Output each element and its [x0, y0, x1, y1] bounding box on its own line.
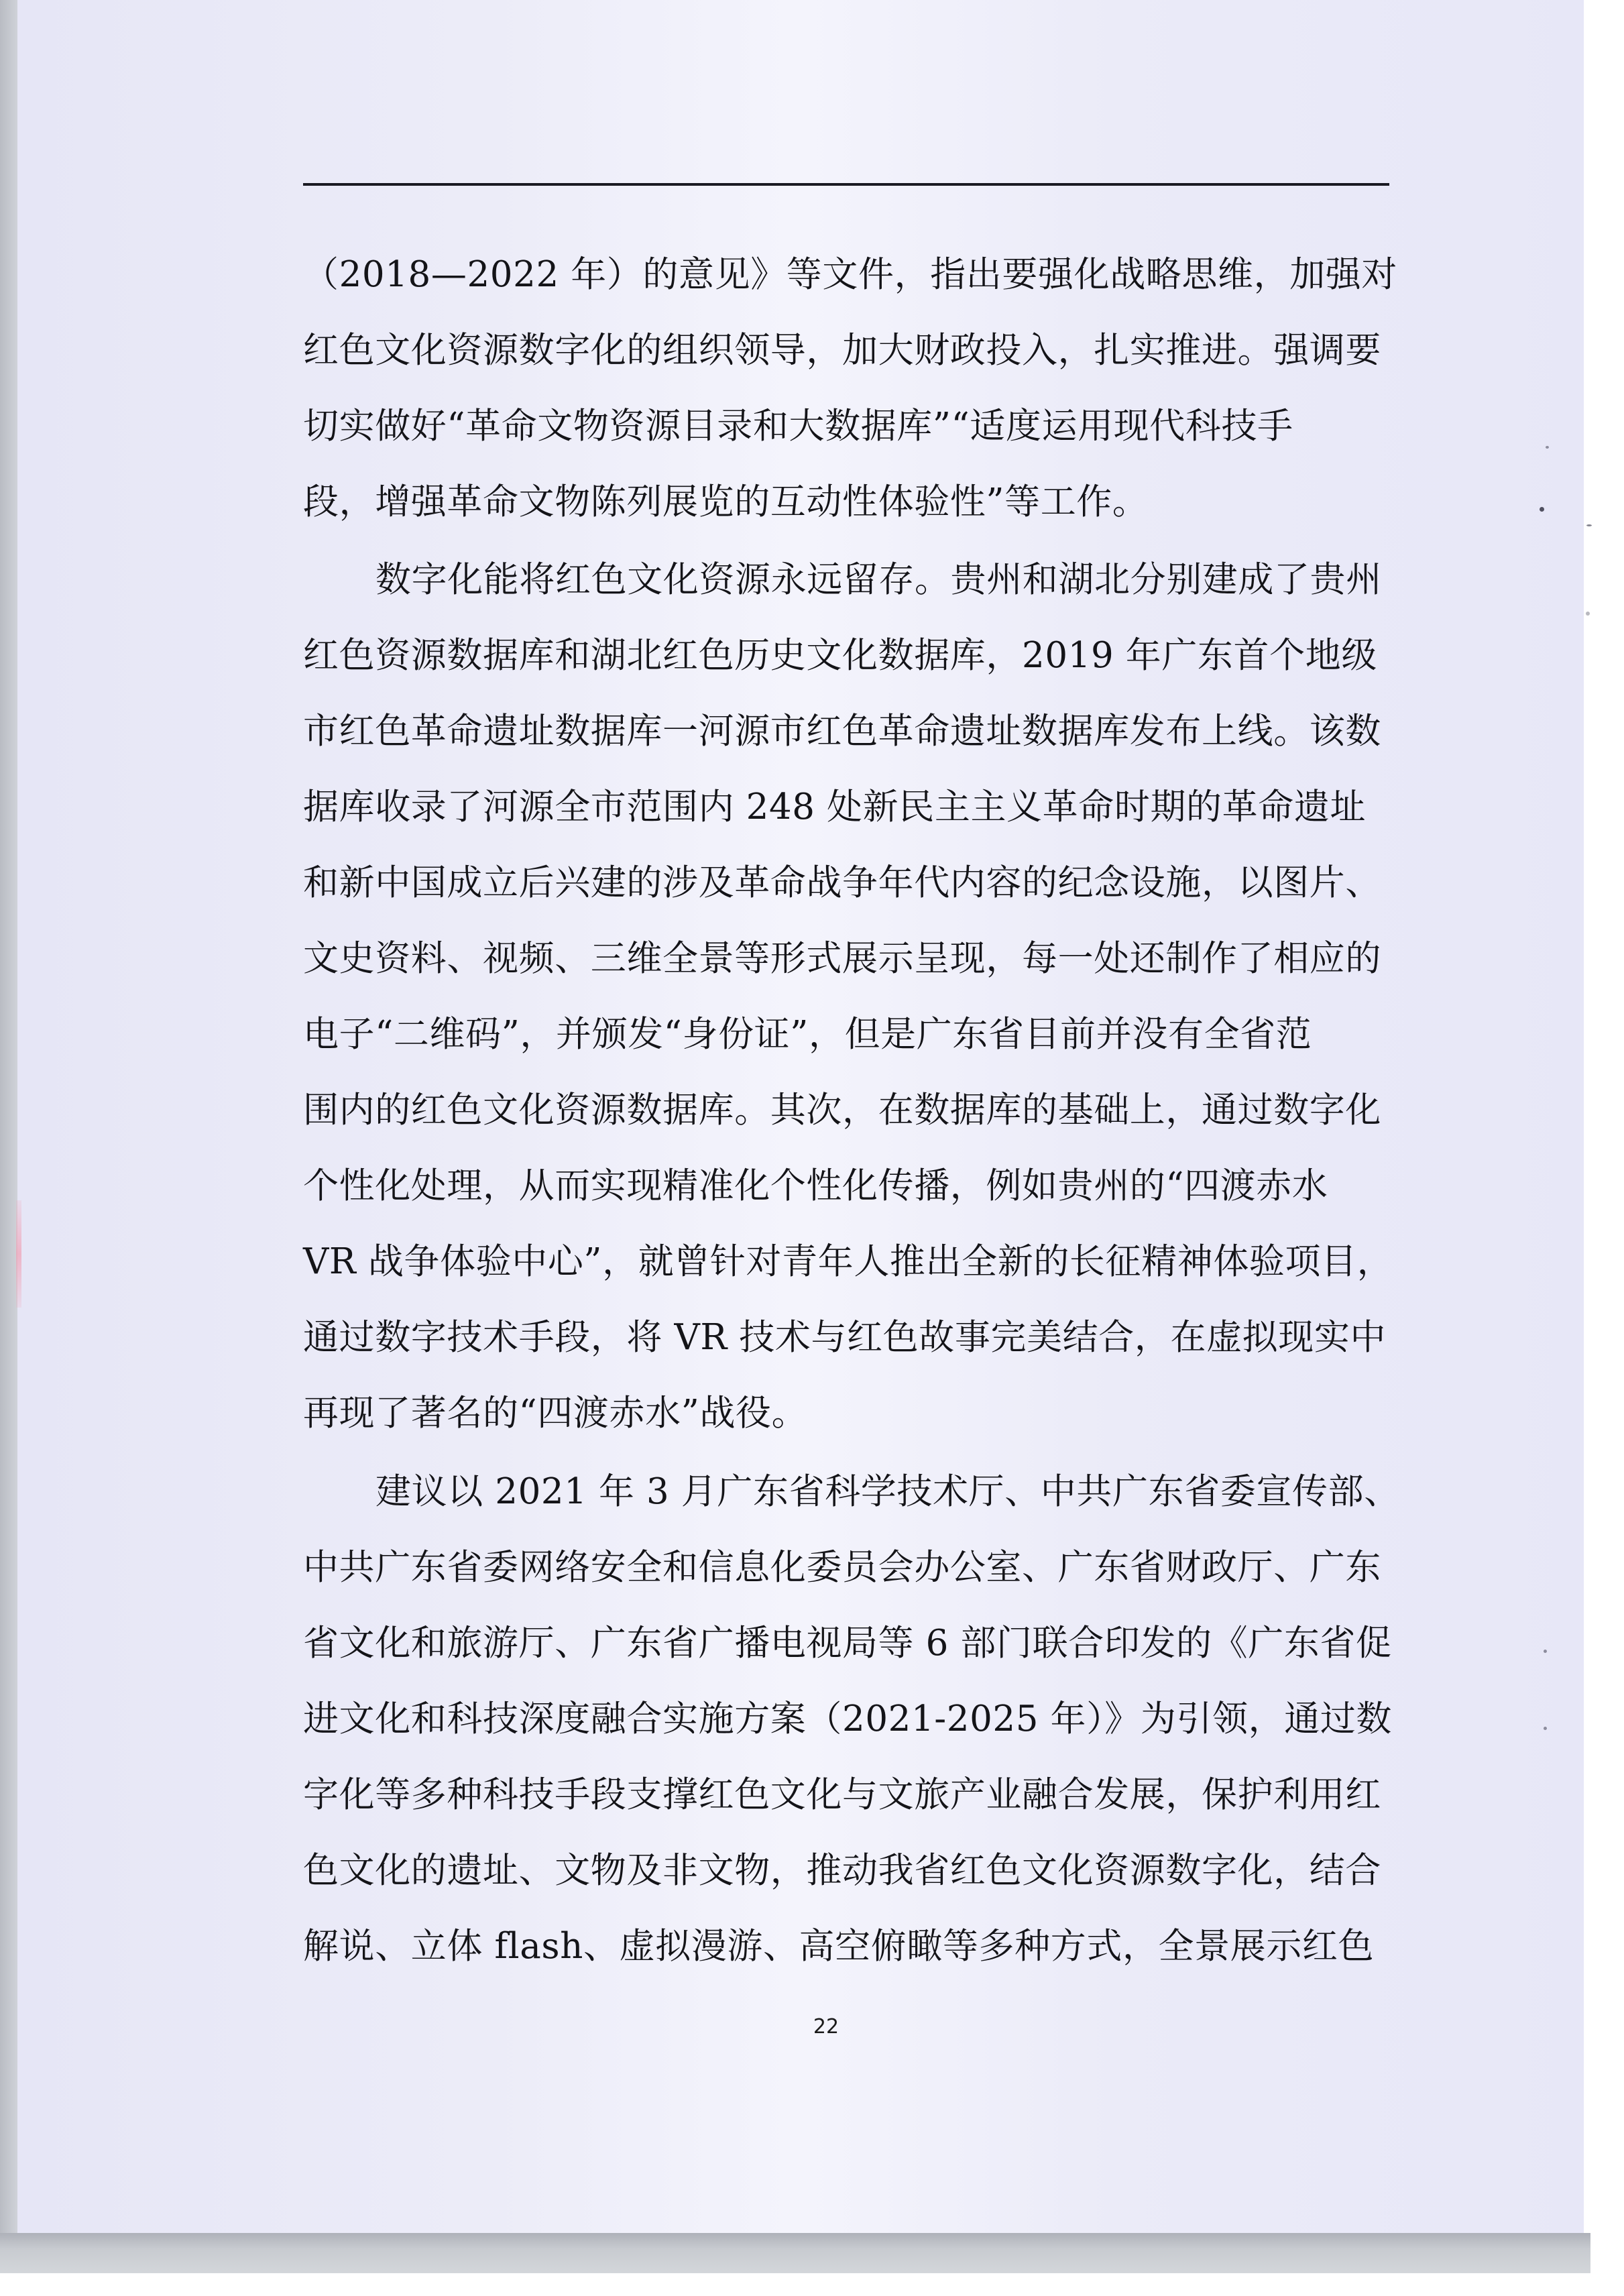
text-line-15: 通过数字技术手段，将 VR 技术与红色故事完美结合，在虚拟现实中: [303, 1317, 1387, 1358]
paragraph-3-first-line: 建议以 2021 年 3 月广东省科学技术厅、中共广东省委宣传部、: [375, 1471, 1400, 1512]
scan-left-edge: [0, 0, 17, 2240]
text-line-18: 中共广东省委网络安全和信息化委员会办公室、广东省财政厅、广东: [303, 1547, 1381, 1588]
text-line-11: 电子“二维码”，并颁发“身份证”，但是广东省目前并没有全省范: [303, 1014, 1312, 1055]
text-line-21: 字化等多种科技手段支撑红色文化与文旅产业融合发展，保护利用红: [303, 1774, 1381, 1815]
text-line-7: 市红色革命遗址数据库一河源市红色革命遗址数据库发布上线。该数: [303, 711, 1381, 752]
text-line-1: （2018—2022 年）的意见》等文件，指出要强化战略思维，加强对: [303, 254, 1398, 295]
text-line-10: 文史资料、视频、三维全景等形式展示呈现，每一处还制作了相应的: [303, 938, 1381, 979]
scan-speck: [1586, 524, 1592, 526]
scan-bottom-edge: [0, 2233, 1590, 2273]
text-line-6: 红色资源数据库和湖北红色历史文化数据库，2019 年广东首个地级: [303, 635, 1377, 676]
text-line-23: 解说、立体 flash、虚拟漫游、高空俯瞰等多种方式，全景展示红色: [303, 1926, 1375, 1967]
text-line-3: 切实做好“革命文物资源目录和大数据库”“适度运用现代科技手: [303, 406, 1293, 447]
text-line-8: 据库收录了河源全市范围内 248 处新民主主义革命时期的革命遗址: [303, 787, 1367, 827]
scanned-page: [15, 0, 1584, 2233]
text-line-16: 再现了著名的“四渡赤水”战役。: [303, 1393, 808, 1434]
text-line-20: 进文化和科技深度融合实施方案（2021-2025 年）》为引领，通过数: [303, 1699, 1393, 1739]
text-line-9: 和新中国成立后兴建的涉及革命战争年代内容的纪念设施，以图片、: [303, 862, 1381, 903]
header-rule: [303, 183, 1389, 186]
scan-speck: [1586, 612, 1590, 616]
text-line-22: 色文化的遗址、文物及非文物，推动我省红色文化资源数字化，结合: [303, 1850, 1381, 1891]
text-line-19: 省文化和旅游厅、广东省广播电视局等 6 部门联合印发的《广东省促: [303, 1623, 1392, 1664]
text-line-13: 个性化处理，从而实现精准化个性化传播，例如贵州的“四渡赤水: [303, 1165, 1328, 1206]
paragraph-2-first-line: 数字化能将红色文化资源永远留存。贵州和湖北分别建成了贵州: [375, 559, 1382, 600]
text-line-14: VR 战争体验中心”，就曾针对青年人推出全新的长征精神体验项目，: [303, 1241, 1393, 1282]
text-line-12: 围内的红色文化资源数据库。其次，在数据库的基础上，通过数字化: [303, 1090, 1381, 1131]
scan-speck: [1546, 446, 1549, 449]
scan-speck: [1544, 1650, 1547, 1653]
scan-speck: [1544, 1727, 1547, 1730]
scan-speck: [1540, 507, 1544, 512]
scan-artifact: [16, 1200, 21, 1308]
page-number: 22: [813, 2015, 839, 2039]
text-line-4: 段，增强革命文物陈列展览的互动性体验性”等工作。: [303, 481, 1149, 522]
text-line-2: 红色文化资源数字化的组织领导，加大财政投入，扎实推进。强调要: [303, 330, 1381, 371]
